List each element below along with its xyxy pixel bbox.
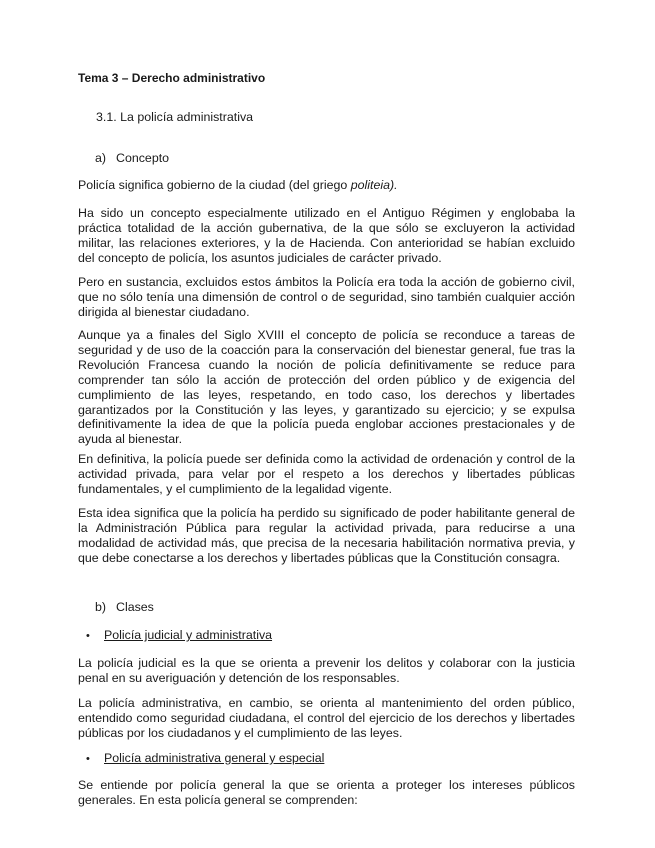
bullet-icon: • bbox=[86, 630, 90, 642]
paragraph-antiguo-regimen: Ha sido un concepto especialmente utilizado en el Antiguo Régimen y englobaba la práctica totalidad de la acción gubernativa, de la que sólo se excluyeron la actividad militar, las relaciones exteriores, y la de Hacienda. Con anterioridad se habían excluido del concepto de policía, los asuntos judiciales de carácter privado. bbox=[78, 206, 575, 265]
definition-text: Policía significa gobierno de la ciudad (del griego bbox=[78, 178, 351, 192]
bullet-label: Policía administrativa general y especial bbox=[104, 751, 325, 765]
paragraph-policia-administrativa: La policía administrativa, en cambio, se orienta al mantenimiento del orden público, entendido como seguridad ciudadana, el control del ejercicio de los derechos y libertades públicas por los ciudadanos y el cumplimiento de las leyes. bbox=[78, 696, 575, 740]
paragraph-policia-general: Se entiende por policía general la que se orienta a proteger los intereses públicos generales. En esta policía general se comprenden: bbox=[78, 778, 575, 807]
paragraph-idea: Esta idea significa que la policía ha perdido su significado de poder habilitante general de la Administración Pública para regular la actividad privada, para reducirse a una modalidad de actividad más, que precisa de la necesaria habilitación normativa previa, y que debe conectarse a los derechos y libertades públicas que la Constitución consagra. bbox=[78, 506, 575, 565]
paragraph-siglo-xviii: Aunque ya a finales del Siglo XVIII el concepto de policía se reconduce a tareas de seguridad y de uso de la coacción para la conservación del bienestar general, fue tras la Revolución Francesa cuando la noción de policía definitivamente se reduce para comprender tan sólo la acción de protección del orden público y de exigencia del cumplimiento de las leyes, respetando, en todo caso, los derechos y libertades garantizados por la Constitución y las leyes, y garantizado su ejercicio; y se expulsa definitivamente la idea de que la policía pueda englobar acciones prestacionales y de ayuda al bienestar. bbox=[78, 328, 575, 447]
subsection-label: Concepto bbox=[116, 151, 170, 165]
subsection-label: Clases bbox=[116, 600, 154, 614]
document-title: Tema 3 – Derecho administrativo bbox=[78, 71, 266, 85]
subsection-marker: a) bbox=[95, 151, 107, 165]
subsection-concepto-heading bbox=[95, 151, 592, 166]
paragraph-policia-judicial: La policía judicial es la que se orienta a prevenir los delitos y colaborar con la justicia penal en su averiguación y detención de los responsables. bbox=[78, 656, 575, 685]
definition-term: politeia). bbox=[350, 178, 398, 192]
bullet-item-judicial bbox=[86, 628, 583, 644]
paragraph-definicion: En definitiva, la policía puede ser definida como la actividad de ordenación y control de la actividad privada, para velar por el respeto a los derechos y libertades públicas fundamentales, y el cumplimiento de la legalidad vigente. bbox=[78, 452, 575, 496]
subsection-clases-heading bbox=[95, 600, 592, 615]
section-heading: 3.1. La policía administrativa bbox=[96, 110, 254, 124]
bullet-item-general-especial bbox=[86, 751, 583, 767]
definition-paragraph bbox=[78, 178, 575, 193]
paragraph-sustancia: Pero en sustancia, excluidos estos ámbitos la Policía era toda la acción de gobierno civil, que no sólo tenía una dimensión de control o de seguridad, sino también cualquier acción dirigida al bienestar ciudadano. bbox=[78, 275, 575, 319]
subsection-marker: b) bbox=[95, 600, 107, 614]
bullet-icon: • bbox=[86, 753, 90, 765]
bullet-label: Policía judicial y administrativa bbox=[104, 628, 273, 642]
